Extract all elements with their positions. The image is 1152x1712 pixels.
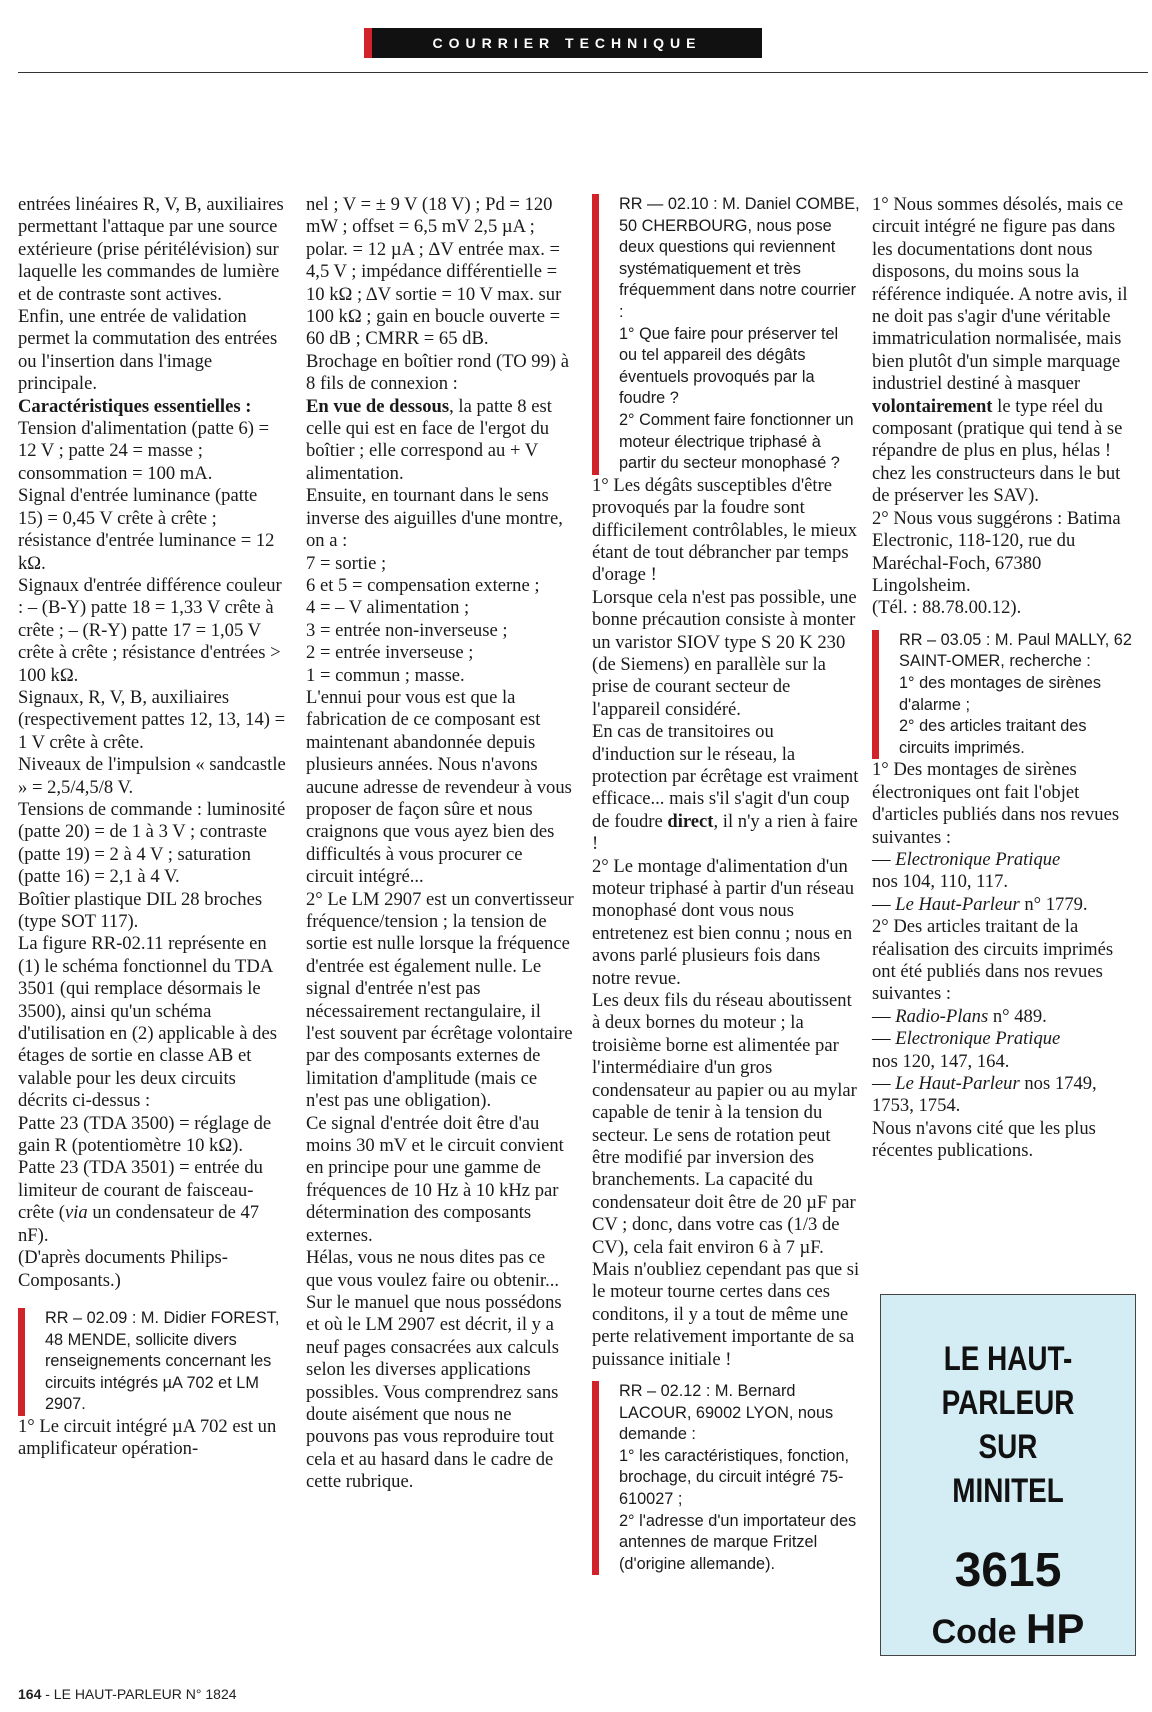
ad-code (881, 1607, 1135, 1654)
paragraph: Niveaux de l'impulsion « sandcastle » = 2,5/4,5/8 V. (18, 754, 286, 798)
paragraph: Hélas, vous ne nous dites pas ce que vous voulez faire ou obtenir... Sur le manuel que nous possédons et où le LM 2907 est décrit, il y a neuf pages consacrées aux calculs selon les diverses applications possibles. Vous comprendrez sans doute aisément que nous ne pouvons pas vous reproduire tout cela et au hasard dans le cadre de cette rubrique. (306, 1247, 562, 1493)
page-number: 164 (18, 1686, 42, 1702)
paragraph: Ensuite, en tournant dans le sens inverse des aiguilles d'une montre, on a : (306, 485, 563, 552)
phone-number: (Tél. : 88.78.00.12). (872, 597, 1022, 619)
text-run: , il n'y a rien à faire ! (592, 810, 858, 855)
paragraph: Tensions de commande : luminosité (patte 20) = de 1 à 3 V ; contraste (patte 19) = 2 à 4 V ; saturation (patte 16) = 2,1 à 4 V. (18, 798, 286, 888)
paragraph: Nous n'avons cité que les plus récentes publications. (872, 1117, 1096, 1162)
paragraph: Les deux fils du réseau aboutissent à deux bornes du moteur ; la troisième borne est alimentée par l'intermédiaire d'un gros condensateur au papier ou au mylar capable de tenir à la tension du secteur. Le sens de rotation peut être modifié par inversion des branchements. La capacité du condensateur doit être de 20 µF par CV ; donc, dans votre cas (1/3 de CV), cela fait environ 6 à 7 µF. (592, 990, 857, 1258)
italic-text: via (64, 1202, 88, 1224)
paragraph: 1° Le circuit intégré µA 702 est un amplificateur opération- (18, 1415, 277, 1460)
reference-numbers: nos 104, 110, 117. (872, 871, 1009, 893)
letter-intro: RR – 02.12 : M. Bernard LACOUR, 69002 LYON, nous demande : (619, 1381, 834, 1444)
paragraph: Brochage en boîtier rond (TO 99) à 8 fils de connexion : (306, 350, 569, 395)
paragraph: Patte 23 (TDA 3500) = réglage de gain R (potentiomètre 10 kΩ). (18, 1112, 272, 1157)
paragraph: Signal d'entrée luminance (patte 15) = 0,45 V crête à crête ; résistance d'entrée luminance = 12 kΩ. (18, 485, 275, 574)
letter-question: 2° l'adresse d'un importateur des antennes de marque Fritzel (d'origine allemande). (619, 1511, 857, 1573)
reader-letter-rr-02-10 (592, 194, 860, 475)
ad-line: LE HAUT- PARLEUR (941, 1340, 1075, 1422)
paragraph: 2° Nous vous suggérons : Batima Electronic, 118-120, rue du Maréchal-Foch, 67380 Lingolsheim. (872, 507, 1121, 596)
paragraph: Boîtier plastique DIL 28 broches (type SOT 117). (18, 888, 263, 932)
letter-question: 1° les caractéristiques, fonction, brochage, du circuit intégré 75-610027 ; (619, 1446, 850, 1508)
paragraph (18, 1157, 286, 1247)
paragraph: (D'après documents Philips-Composants.) (18, 1247, 228, 1291)
text-run: 1° Nous sommes désolés, mais ce circuit intégré ne figure pas dans les documentations dont nous disposons, du moins sous la référence indiquée. A notre avis, il ne doit pas s'agir d'une véritable immatriculation normalisée, mais bien plutôt d'un simple marquage industriel destiné à masquer (872, 194, 1128, 395)
publication-name: Electronique Pratique (895, 848, 1061, 870)
paragraph: 2° Le montage d'alimentation d'un moteur triphasé à partir d'un réseau monophasé dont vous nous entretenez est bien connu ; nous en avons parlé plusieurs fois dans notre revue. (592, 855, 855, 989)
ad-line: MINITEL (952, 1472, 1064, 1510)
magazine-name: - LE HAUT-PARLEUR N° 1824 (41, 1686, 237, 1702)
reference-item: — Electronique Pratique (872, 1028, 1061, 1050)
paragraph (592, 721, 860, 855)
page-footer (18, 1686, 237, 1702)
column-4 (872, 194, 1140, 1163)
reference-numbers: nos 120, 147, 164. (872, 1050, 1010, 1072)
paragraph: L'ennui pour vous est que la fabrication de ce composant est maintenant abandonnée depuis plusieurs années. Nous n'avons aucune adresse de revendeur à vous proposer de façon sûre et nous craignons que vous ayez bien des difficultés à vous procurer ce circuit intégré... (306, 686, 572, 888)
paragraph: Lorsque cela n'est pas possible, une bonne précaution consiste à monter un varistor SIOV type S 20 K 230 (de Siemens) en parallèle sur la prise de courant secteur de l'appareil considéré. (592, 586, 857, 720)
pin-item: 7 = sortie ; (306, 552, 387, 574)
letter-question: 1° des montages de sirènes d'alarme ; (899, 673, 1102, 714)
pin-item: 1 = commun ; masse. (306, 664, 465, 686)
reference-numbers: n° 489. (988, 1005, 1047, 1027)
paragraph: Tension d'alimentation (patte 6) = 12 V ; patte 24 = masse ; consommation = 100 mA. (18, 418, 270, 484)
paragraph: Signaux, R, V, B, auxiliaires (respectivement pattes 12, 13, 14) = 1 V crête à crête. (18, 686, 286, 753)
paragraph: Ce signal d'entrée doit être d'au moins 30 mV et le circuit convient en principe pour une gamme de fréquences de 10 Hz à 10 kHz par détermination des composants externes. (306, 1112, 564, 1246)
reader-letter-rr-02-12 (592, 1381, 860, 1575)
paragraph (306, 396, 574, 486)
reference-item: — Le Haut-Parleur n° 1779. (872, 893, 1088, 915)
reference-numbers: nos 1749, 1753, 1754. (872, 1072, 1097, 1117)
publication-name: Le Haut-Parleur (895, 1072, 1020, 1094)
ad-code-value: HP (1026, 1605, 1085, 1652)
pin-item: 3 = entrée non-inverseuse ; (306, 619, 508, 641)
paragraph: 1° Les dégâts susceptibles d'être provoqués par la foudre sont difficilement contrôlables, le mieux étant de tout débrancher par temps d'orage ! (592, 474, 858, 586)
pin-item: 6 et 5 = compensation externe ; (306, 574, 540, 596)
text-run: En cas de transitoires ou d'induction sur le réseau, la protection par écrêtage est vraiment efficace... mais s'il s'agit d'un coup de foudre (592, 721, 859, 832)
paragraph: 2° Le LM 2907 est un convertisseur fréquence/tension ; la tension de sortie est nulle lorsque la fréquence d'entrée est également nulle. Le signal d'entrée n'est pas nécessairement rectangulaire, il l'est souvent par écrêtage volontaire par des composants externes de limitation d'amplitude (mais ce n'est pas une obligation). (306, 888, 574, 1112)
bold-text: volontairement (872, 395, 993, 417)
minitel-ad-box (880, 1294, 1136, 1656)
paragraph (872, 194, 1140, 508)
column-2 (306, 194, 574, 1494)
ad-number: 3615 (954, 1544, 1062, 1597)
paragraph: Mais n'oubliez cependant pas que si le moteur tourne certes dans ces conditons, il y a tout de même une perte relativement importante de sa puissance initiale ! (592, 1258, 860, 1370)
column-1 (18, 194, 286, 1461)
header-rule (18, 72, 1148, 73)
reference-item: — Radio-Plans n° 489. (872, 1005, 1047, 1027)
paragraph: Enfin, une entrée de validation permet la commutation des entrées ou l'insertion dans l'image principale. (18, 306, 278, 395)
reference-numbers: n° 1779. (1019, 893, 1088, 915)
paragraph: Signaux d'entrée différence couleur : – (B-Y) patte 18 = 1,33 V crête à crête ; – (R-Y) patte 17 = 1,05 V crête à crête ; résistance d'entrées > 100 kΩ. (18, 574, 282, 686)
section-header: COURRIER TECHNIQUE (364, 28, 762, 58)
paragraph: 2° Des articles traitant de la réalisation des circuits imprimés ont été publiés dans nos revues suivantes : (872, 916, 1114, 1005)
letter-question: 2° des articles traitant des circuits imprimés. (899, 717, 1087, 757)
heading-text: Caractéristiques essentielles : (18, 395, 252, 417)
reference-item: — Electronique Pratique (872, 848, 1061, 870)
text-run: Patte 23 (TDA 3501) = entrée du limiteur de courant de faisceau-crête ( (18, 1157, 263, 1224)
reference-item: — Le Haut-Parleur nos 1749, 1753, 1754. (872, 1072, 1097, 1117)
pin-item: 2 = entrée inverseuse ; (306, 642, 474, 664)
paragraph: entrées linéaires R, V, B, auxiliaires permettant l'attaque par une source extérieure (prise péritélévision) sur laquelle les commandes de lumière et de contraste sont actives. (18, 194, 284, 305)
column-3 (592, 194, 860, 1575)
bold-text: En vue de dessous (306, 395, 450, 417)
letter-question: 2° Comment faire fonctionner un moteur électrique triphasé à partir du secteur monophasé ? (619, 410, 854, 473)
bold-text: direct (667, 810, 714, 832)
paragraph: 1° Des montages de sirènes électroniques ont fait l'objet d'articles publiés dans nos revues suivantes : (872, 759, 1120, 848)
letter-question: 1° Que faire pour préserver tel ou tel appareil des dégâts éventuels provoqués par la foudre ? (619, 324, 839, 408)
reader-letter-rr-03-05 (872, 630, 1140, 760)
publication-name: Electronique Pratique (895, 1028, 1061, 1050)
text-run: , la patte 8 est celle qui est en face de l'ergot du boîtier ; elle correspond au + V alimentation. (306, 395, 552, 484)
letter-text: RR – 02.09 : M. Didier FOREST, 48 MENDE, sollicite divers renseignements concernant les circuits intégrés µA 702 et LM 2907. (45, 1308, 280, 1414)
ad-line: SUR (978, 1428, 1038, 1466)
ad-title (904, 1337, 1112, 1513)
paragraph: nel ; V = ± 9 V (18 V) ; Pd = 120 mW ; offset = 6,5 mV 2,5 µA ; polar. = 12 µA ; ΔV entrée max. = 4,5 V ; impédance différentielle = 10 kΩ ; ΔV sortie = 10 V max. sur 100 kΩ ; gain en boucle ouverte = 60 dB ; CMRR = 65 dB. (306, 194, 562, 350)
text-run: un condensateur de 47 nF). (18, 1202, 260, 1246)
text-run: le type réel du composant (pratique qui tend à se répandre de plus en plus, hélas ! chez les constructeurs dans le but de préserver les SAV). (872, 395, 1123, 507)
ad-code-label: Code (931, 1613, 1017, 1651)
publication-name: Le Haut-Parleur (895, 893, 1020, 915)
reader-letter-rr-02-09 (18, 1308, 286, 1416)
publication-name: Radio-Plans (895, 1005, 989, 1027)
pin-item: 4 = – V alimentation ; (306, 597, 470, 619)
letter-intro: RR – 03.05 : M. Paul MALLY, 62 SAINT-OMER, recherche : (899, 630, 1132, 671)
letter-intro: RR — 02.10 : M. Daniel COMBE, 50 CHERBOURG, nous pose deux questions qui reviennent systématiquement et très fréquemment dans notre courrier : (619, 195, 860, 321)
paragraph: La figure RR-02.11 représente en (1) le schéma fonctionnel du TDA 3501 (qui remplace désormais le 3500), ainsi qu'un schéma d'utilisation en (2) applicable à des étages de sortie en classe AB et valable pour les deux circuits décrits ci-dessus : (18, 933, 277, 1112)
section-heading (18, 396, 286, 418)
